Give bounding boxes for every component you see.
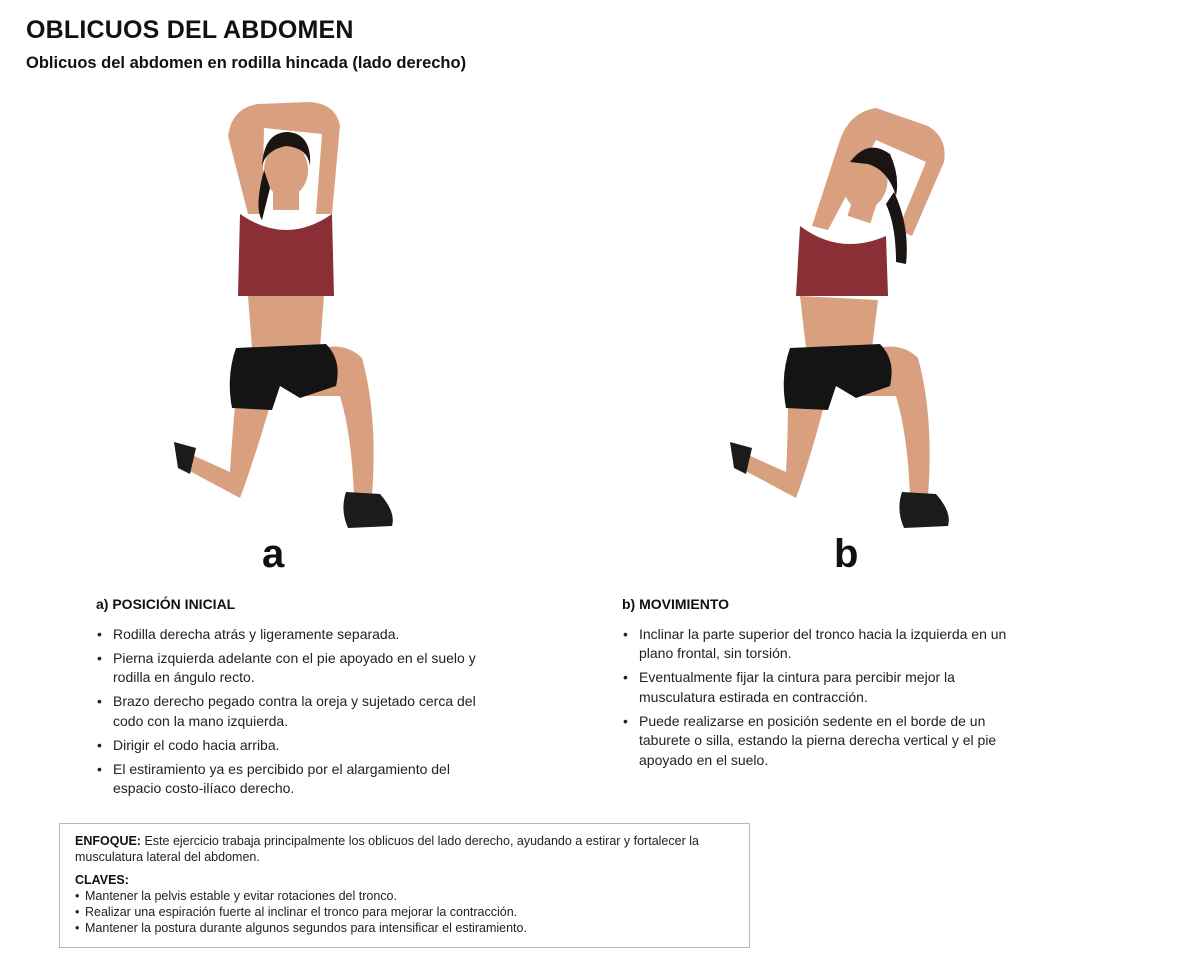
initial-position-heading: a) POSICIÓN INICIAL [96,596,236,612]
focus-paragraph [75,833,734,865]
keys-list [75,888,734,936]
list-item: • Rodilla derecha atrás y ligeramente separada. [96,625,486,645]
movement-list [622,625,1012,771]
list-item: • Puede realizarse en posición sedente en el borde de un taburete o silla, estando la pierna derecha vertical y el pie apoyado en el suelo. [622,712,1012,771]
movement-heading: b) MOVIMIENTO [622,596,730,612]
figure-a-letter: a [262,532,285,576]
figure-b-letter: b [834,532,859,576]
list-item: • Eventualmente fijar la cintura para percibir mejor la musculatura estirada en contracción. [622,668,1012,707]
page-subtitle: Oblicuos del abdomen en rodilla hincada (lado derecho) [26,54,467,72]
kneeling-woman-side-bend-illustration [700,96,1000,548]
kneeling-woman-upright-illustration [140,96,440,548]
list-item: • Pierna izquierda adelante con el pie apoyado en el suelo y rodilla en ángulo recto. [96,649,486,688]
figure-b-illustration [700,96,1000,548]
focus-box [59,823,750,948]
list-item: • Brazo derecho pegado contra la oreja y sujetado cerca del codo con la mano izquierda. [96,692,486,731]
focus-label: ENFOQUE: [75,834,141,848]
page-title: OBLICUOS DEL ABDOMEN [26,16,354,44]
list-item: • Mantener la postura durante algunos segundos para intensificar el estiramiento. [75,920,734,936]
movement-section [622,595,1012,775]
list-item: • Inclinar la parte superior del tronco hacia la izquierda en un plano frontal, sin torsión. [622,625,1012,664]
list-item: • Realizar una espiración fuerte al inclinar el tronco para mejorar la contracción. [75,904,734,920]
keys-label: CLAVES: [75,873,129,887]
list-item: • El estiramiento ya es percibido por el alargamiento del espacio costo-ilíaco derecho. [96,760,486,799]
focus-text: Este ejercicio trabaja principalmente los oblicuos del lado derecho, ayudando a estirar y fortalecer la musculatura lateral del abdomen. [75,834,699,864]
initial-position-list [96,625,486,799]
figure-a-illustration [140,96,440,548]
initial-position-section [96,595,486,803]
list-item: • Mantener la pelvis estable y evitar rotaciones del tronco. [75,888,734,904]
list-item: • Dirigir el codo hacia arriba. [96,736,486,756]
